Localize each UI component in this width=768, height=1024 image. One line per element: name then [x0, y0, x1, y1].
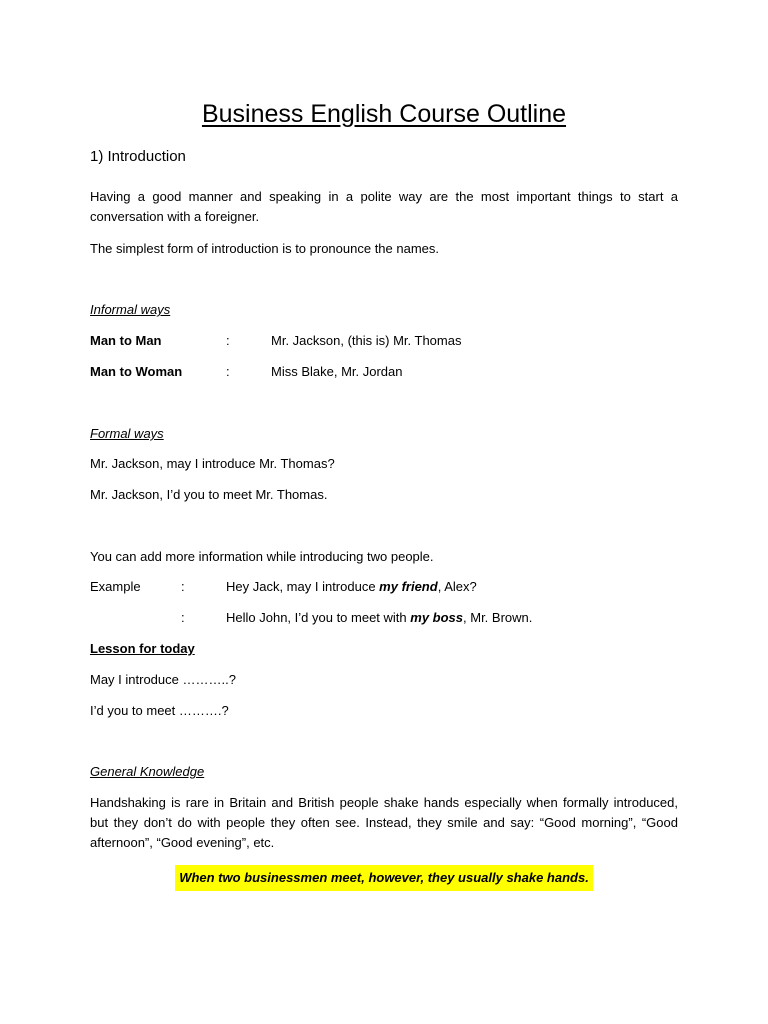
intro-simplest-line: The simplest form of introduction is to pronounce the names. [90, 241, 440, 256]
informal-row-colon: : [226, 333, 230, 348]
informal-heading [90, 302, 170, 318]
lesson-heading-text: Lesson for today [90, 641, 195, 656]
general-heading-text: General Knowledge [90, 764, 205, 779]
example-text: , Mr. Brown. [463, 610, 533, 625]
example-emphasis: my friend [379, 579, 438, 594]
example-line-2 [226, 610, 532, 626]
example-line-1 [226, 579, 477, 595]
more-info-line: You can add more information while introducing two people. [90, 549, 434, 564]
formal-heading [90, 426, 164, 442]
informal-row-value: Mr. Jackson, (this is) Mr. Thomas [271, 333, 462, 348]
informal-row-value: Miss Blake, Mr. Jordan [271, 364, 403, 379]
example-colon: : [181, 579, 185, 594]
formal-line-1: Mr. Jackson, may I introduce Mr. Thomas? [90, 456, 335, 471]
formal-line-2: Mr. Jackson, I’d you to meet Mr. Thomas. [90, 487, 328, 502]
example-text: Hey Jack, may I introduce [226, 579, 380, 594]
document-title: Business English Course Outline [201, 100, 567, 128]
lesson-line-1: May I introduce ………..? [90, 672, 236, 687]
general-paragraph: Handshaking is rare in Britain and British people shake hands especially when formally introduced, but they don’t do with people they often see. Instead, they smile and say: “Good morning”, “Good afternoon”, “Good evening”, etc. [90, 795, 678, 850]
example-label: Example [90, 579, 141, 594]
example-text: Hello John, I’d you to meet with [226, 610, 411, 625]
formal-heading-text: Formal ways [90, 426, 164, 441]
highlight-container [0, 865, 768, 891]
informal-heading-text: Informal ways [90, 302, 171, 317]
highlighted-note: When two businessmen meet, however, they usually shake hands. [175, 865, 593, 891]
informal-row-label: Man to Woman [90, 364, 183, 379]
informal-row-label: Man to Man [90, 333, 162, 348]
lesson-line-2: I’d you to meet ……….? [90, 703, 229, 718]
section-heading: 1) Introduction [90, 148, 186, 165]
informal-row-colon: : [226, 364, 230, 379]
intro-paragraph: Having a good manner and speaking in a polite way are the most important things to start a conversation with a foreigner. [90, 189, 678, 224]
lesson-heading [90, 641, 195, 657]
example-colon: : [181, 610, 185, 625]
example-emphasis: my boss [410, 610, 464, 625]
example-text: , Alex? [437, 579, 477, 594]
general-heading [90, 764, 204, 780]
